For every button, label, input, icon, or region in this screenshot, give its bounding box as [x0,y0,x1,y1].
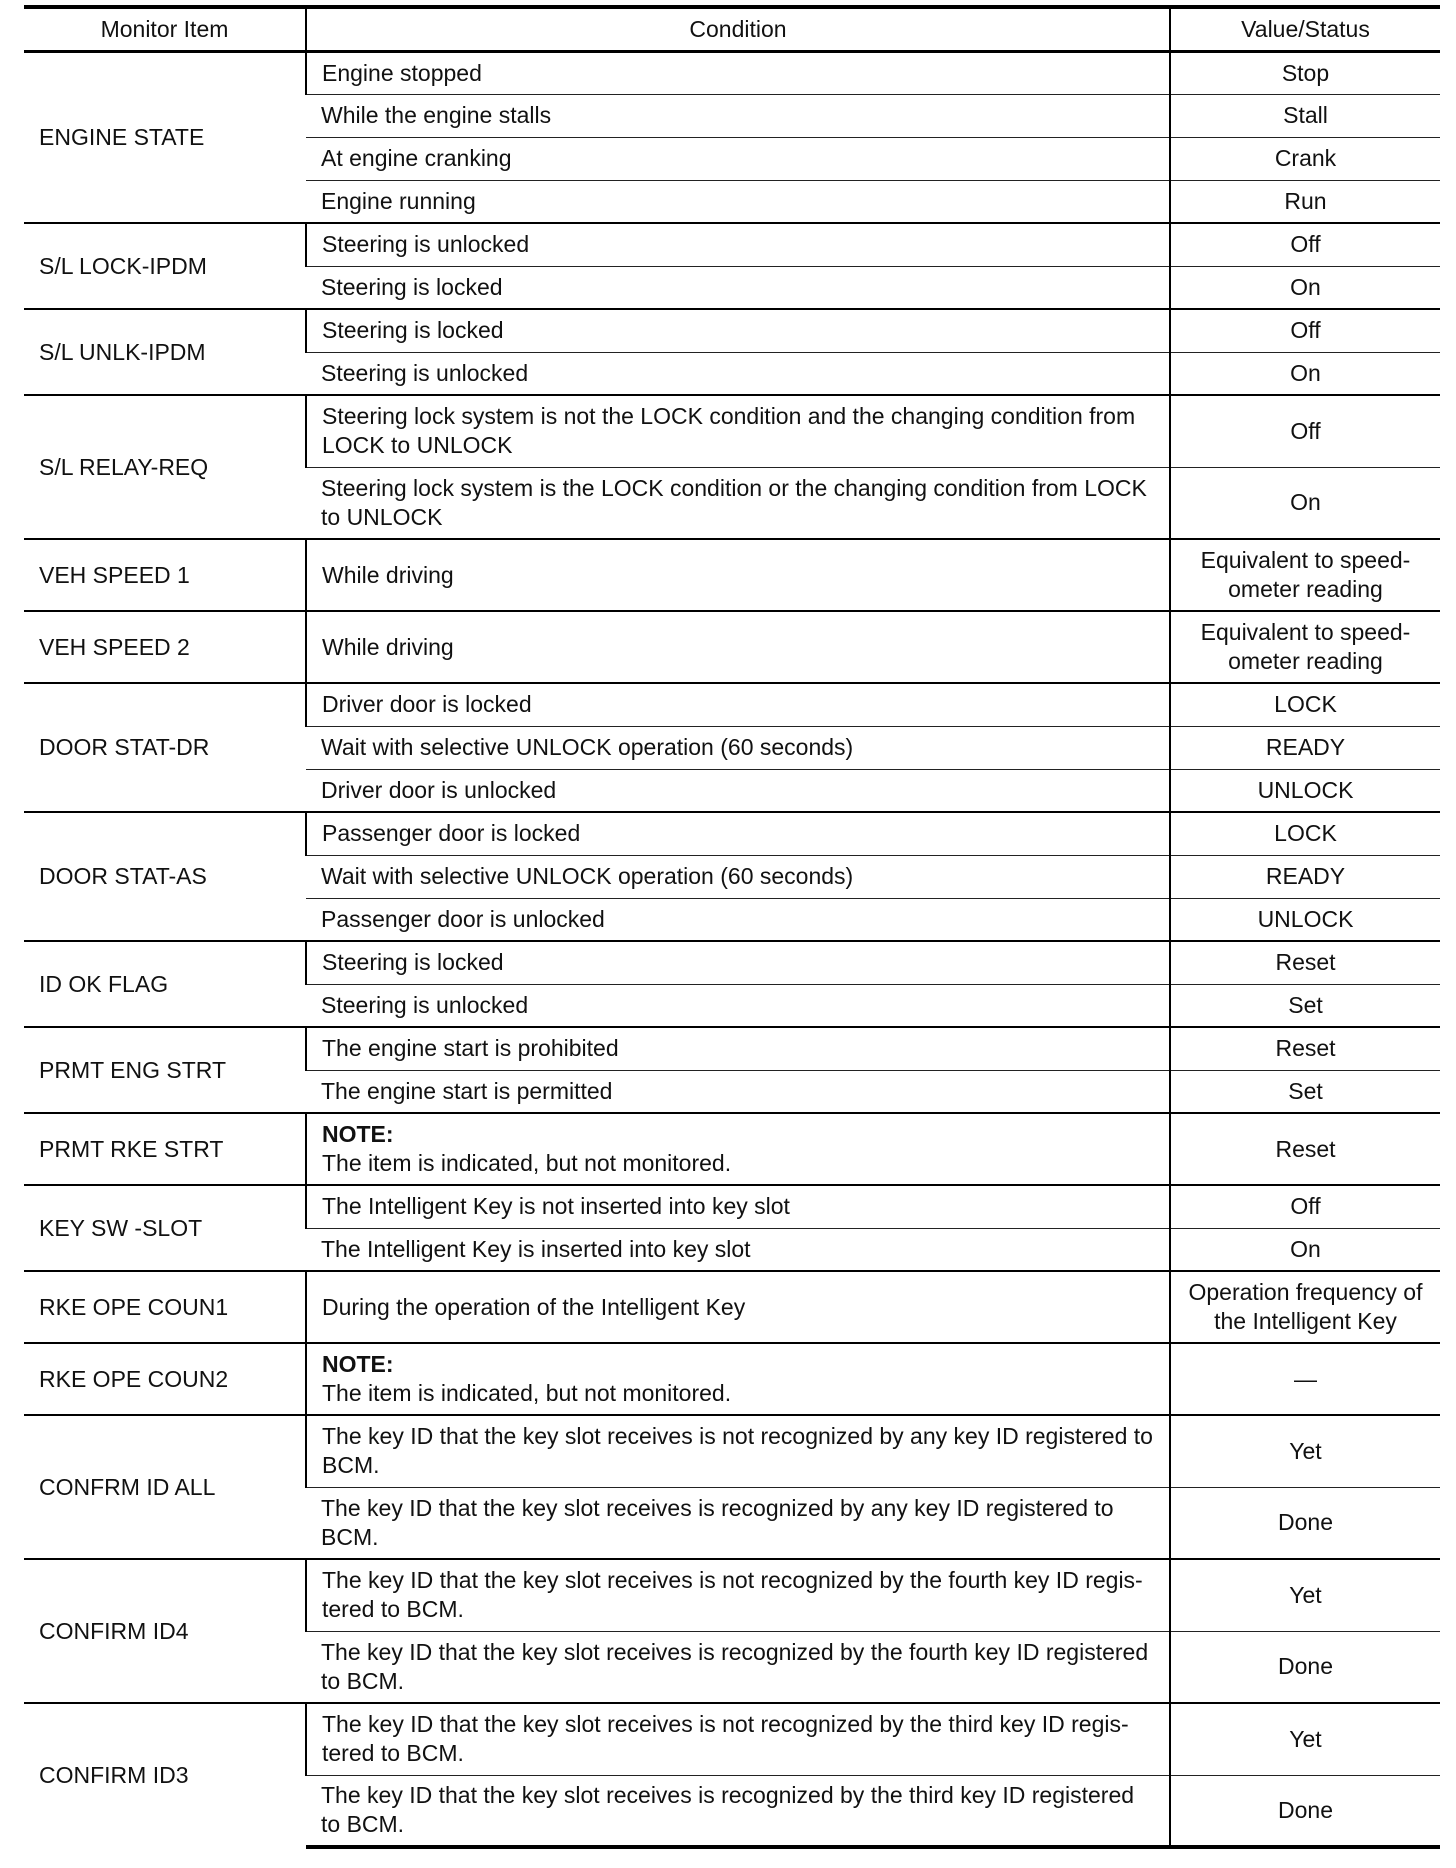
monitor-item-cell: S/L RELAY-REQ [24,395,306,539]
monitor-item-cell: S/L UNLK-IPDM [24,309,306,395]
condition-text: While driving [322,633,454,660]
monitor-item-cell: VEH SPEED 2 [24,611,306,683]
condition-cell [306,223,1170,266]
monitor-item-cell: CONFRM ID ALL [24,1415,306,1559]
value-status-cell: LOCK [1170,683,1440,726]
table-row [24,683,1440,726]
value-status-cell: Set [1170,1070,1440,1113]
condition-cell [306,1113,1170,1185]
condition-cell [306,1070,1170,1113]
condition-cell [306,137,1170,180]
condition-text: Passenger door is locked [322,820,581,847]
condition-text: Driver door is locked [322,691,532,718]
value-status-cell: Off [1170,1185,1440,1228]
condition-cell [306,1271,1170,1343]
condition-cell [306,266,1170,309]
condition-text: Steering is locked [322,317,504,344]
condition-cell [306,611,1170,683]
value-status-cell: LOCK [1170,812,1440,855]
value-status-cell: On [1170,352,1440,395]
monitor-item-cell: CONFIRM ID4 [24,1559,306,1703]
table-row [24,1271,1440,1343]
condition-cell [306,1559,1170,1631]
table-header [24,7,1440,51]
value-status-cell: UNLOCK [1170,769,1440,812]
value-status-cell: Operation frequency of the Intelligent Key [1170,1271,1440,1343]
condition-text: The engine start is permitted [321,1077,613,1104]
condition-cell [306,1185,1170,1228]
header-row [24,7,1440,51]
table-body [24,51,1440,1847]
condition-text: Wait with selective UNLOCK operation (60 seconds) [321,863,854,889]
value-status-cell: Equivalent to speed-ometer reading [1170,611,1440,683]
monitor-item-cell: RKE OPE COUN1 [24,1271,306,1343]
value-status-cell: Off [1170,395,1440,467]
table-row [24,309,1440,352]
table-row [24,1185,1440,1228]
condition-text: The key ID that the key slot receives is recognized by any key ID registered to BCM. [321,1494,1114,1550]
value-status-cell: On [1170,1228,1440,1271]
condition-text: Steering lock system is the LOCK condition or the changing condition from LOCK to UNLOCK [321,474,1147,530]
value-status-cell: Reset [1170,1113,1440,1185]
condition-cell [306,812,1170,855]
condition-text: Steering is locked [322,949,504,976]
table-row [24,1415,1440,1487]
header-condition: Condition [306,7,1170,51]
value-status-cell: Reset [1170,1027,1440,1070]
value-status-cell: Done [1170,1631,1440,1703]
monitor-item-cell: RKE OPE COUN2 [24,1343,306,1415]
monitor-item-cell: VEH SPEED 1 [24,539,306,611]
condition-cell [306,898,1170,941]
condition-text: The item is indicated, but not monitored. [322,1150,732,1176]
note-label: NOTE: [322,1351,394,1377]
monitor-item-cell: CONFIRM ID3 [24,1703,306,1847]
condition-cell [306,1775,1170,1847]
condition-cell [306,94,1170,137]
condition-cell [306,467,1170,539]
value-status-cell: On [1170,467,1440,539]
value-status-cell: Set [1170,984,1440,1027]
table-row [24,223,1440,266]
condition-text: Steering is unlocked [321,991,529,1018]
monitor-table [24,5,1440,1849]
monitor-item-cell: DOOR STAT-DR [24,683,306,812]
condition-text: Engine running [321,187,476,214]
value-status-cell: Done [1170,1487,1440,1559]
condition-cell [306,395,1170,467]
value-status-cell: Off [1170,309,1440,352]
condition-text: At engine cranking [321,145,512,171]
value-status-cell: Off [1170,223,1440,266]
value-status-cell: Stall [1170,94,1440,137]
condition-cell [306,769,1170,812]
value-status-cell: Crank [1170,137,1440,180]
condition-text: The engine start is prohibited [322,1035,619,1062]
condition-cell [306,352,1170,395]
table-row [24,395,1440,467]
monitor-item-cell: PRMT RKE STRT [24,1113,306,1185]
table-row [24,1703,1440,1775]
condition-text: The key ID that the key slot receives is not recognized by any key ID registered to BCM. [322,1423,1153,1479]
condition-text: Passenger door is unlocked [321,905,605,932]
condition-cell [306,1027,1170,1070]
condition-text: The key ID that the key slot receives is not recognized by the third key ID regis-tered to BCM. [322,1711,1129,1767]
condition-text: The key ID that the key slot receives is not recognized by the fourth key ID regis-tered to BCM. [322,1567,1143,1623]
value-status-cell: Yet [1170,1415,1440,1487]
condition-text: Steering is unlocked [321,359,529,386]
value-status-cell: — [1170,1343,1440,1415]
condition-cell [306,539,1170,611]
monitor-item-cell: KEY SW -SLOT [24,1185,306,1271]
monitor-item-cell: PRMT ENG STRT [24,1027,306,1113]
monitor-item-cell: ENGINE STATE [24,51,306,223]
monitor-item-cell: S/L LOCK-IPDM [24,223,306,309]
value-status-cell: READY [1170,726,1440,769]
note-label: NOTE: [322,1121,394,1147]
condition-cell [306,683,1170,726]
condition-cell [306,1631,1170,1703]
condition-text: The Intelligent Key is not inserted into key slot [322,1193,790,1220]
condition-cell [306,1415,1170,1487]
table-row [24,1343,1440,1415]
value-status-cell: READY [1170,855,1440,898]
monitor-table-container [24,5,1440,1849]
monitor-item-cell: DOOR STAT-AS [24,812,306,941]
condition-text: Wait with selective UNLOCK operation (60 seconds) [321,734,854,760]
condition-text: The item is indicated, but not monitored. [322,1380,732,1406]
condition-text: Steering is locked [321,273,503,300]
condition-text: The key ID that the key slot receives is recognized by the third key ID registered to BCM. [321,1782,1135,1838]
condition-cell [306,180,1170,223]
table-row [24,812,1440,855]
value-status-cell: Yet [1170,1703,1440,1775]
condition-text: The key ID that the key slot receives is recognized by the fourth key ID registered to BCM. [321,1638,1149,1694]
condition-text: Engine stopped [322,59,482,86]
table-row [24,611,1440,683]
condition-cell [306,941,1170,984]
table-row [24,941,1440,984]
condition-cell [306,726,1170,769]
condition-text: During the operation of the Intelligent Key [322,1293,746,1320]
condition-text: While driving [322,561,454,588]
table-row [24,539,1440,611]
value-status-cell: Stop [1170,51,1440,94]
condition-text: The Intelligent Key is inserted into key slot [321,1235,751,1262]
condition-cell [306,855,1170,898]
value-status-cell: Reset [1170,941,1440,984]
value-status-cell: UNLOCK [1170,898,1440,941]
table-row [24,1113,1440,1185]
condition-text: Driver door is unlocked [321,776,557,803]
condition-text: Steering lock system is not the LOCK condition and the changing condition from LOCK to UNLOCK [322,403,1136,459]
value-status-cell: Equivalent to speed-ometer reading [1170,539,1440,611]
monitor-item-cell: ID OK FLAG [24,941,306,1027]
value-status-cell: Run [1170,180,1440,223]
value-status-cell: On [1170,266,1440,309]
header-monitor-item: Monitor Item [24,7,306,51]
header-value-status: Value/Status [1170,7,1440,51]
condition-cell [306,1343,1170,1415]
condition-cell [306,984,1170,1027]
condition-text: Steering is unlocked [322,231,530,258]
value-status-cell: Done [1170,1775,1440,1847]
condition-cell [306,1703,1170,1775]
condition-cell [306,51,1170,94]
value-status-cell: Yet [1170,1559,1440,1631]
condition-cell [306,1487,1170,1559]
condition-text: While the engine stalls [321,102,552,128]
table-row [24,1027,1440,1070]
condition-cell [306,1228,1170,1271]
condition-cell [306,309,1170,352]
table-row [24,1559,1440,1631]
table-row [24,51,1440,94]
